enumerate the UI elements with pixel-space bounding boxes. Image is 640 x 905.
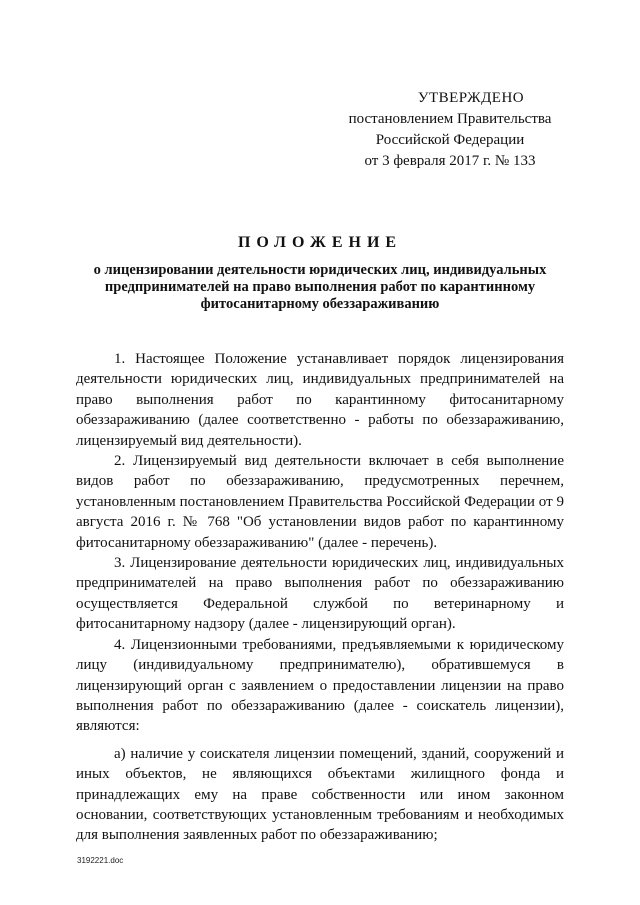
paragraph-2: 2. Лицензируемый вид деятельности включает в себя выполнение видов работ по обеззараживанию, предусмотренных перечнем, установленным постановлением Правительства Российской Федерации от 9 августа 2016 г. № 768 "Об установлении видов работ по карантинному фитосанитарному обеззараживанию" (далее - перечень). (76, 453, 564, 551)
document-subtitle: о лицензировании деятельности юридических лиц, индивидуальных предпринимателей на право выполнения работ по карантинному фитосанитарному обеззараживанию (93, 262, 547, 312)
document-title: ПОЛОЖЕНИЕ (237, 234, 403, 251)
approval-line-1: постановлением Правительства (348, 111, 552, 127)
approval-heading: УТВЕРЖДЕНО (417, 90, 525, 106)
paragraph-1: 1. Настоящее Положение устанавливает порядок лицензирования деятельности юридических лиц, индивидуальных предпринимателей на право выполнения работ по карантинному фитосанитарному обеззараживанию (далее соответственно - работы по обеззараживанию, лицензируемый вид деятельности). (76, 351, 564, 449)
paragraph-4a: а) наличие у соискателя лицензии помещений, зданий, сооружений и иных объектов, не являющихся объектами жилищного фонда и принадлежащих ему на праве собственности или ином законном основании, соответствующих установленным требованиям и необходимых для выполнения заявленных работ по обеззараживанию; (76, 745, 564, 844)
approval-line-2: Российской Федерации (375, 132, 525, 148)
approval-line-3: от 3 февраля 2017 г. № 133 (364, 153, 536, 169)
document-file-code: 3192221.doc (77, 856, 124, 865)
document-body (76, 349, 564, 846)
approval-block (336, 88, 564, 172)
paragraph-3: 3. Лицензирование деятельности юридических лиц, индивидуальных предпринимателей на право выполнения работ по обеззараживанию осуществляется Федеральной службой по ветеринарному и фитосанитарному надзору (далее - лицензирующий орган). (76, 555, 564, 633)
paragraph-4: 4. Лицензионными требованиями, предъявляемыми к юридическому лицу (индивидуальному предпринимателю), обратившемуся в лицензирующий орган с заявлением о предоставлении лицензии на право выполнения работ по обеззараживанию (далее - соискатель лицензии), являются: (76, 636, 564, 735)
